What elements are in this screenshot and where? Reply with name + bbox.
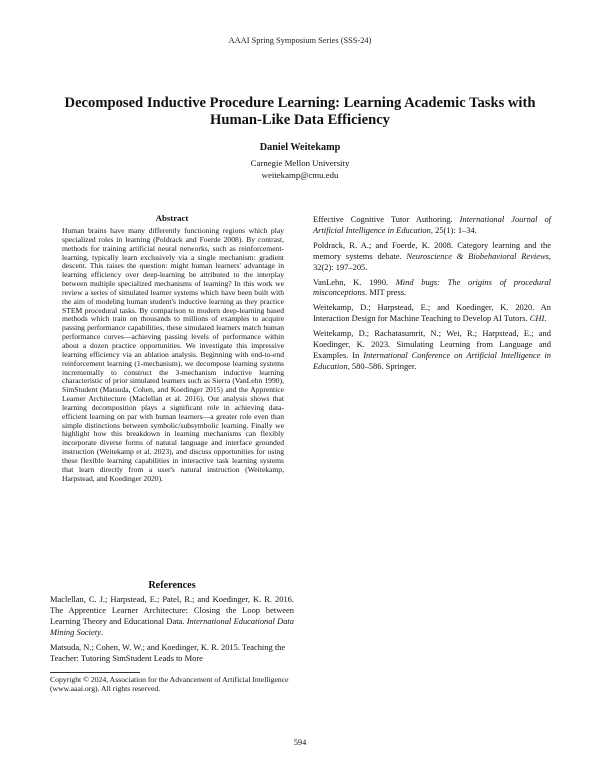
affiliation: Carnegie Mellon University bbox=[250, 158, 350, 168]
references-right-column bbox=[313, 214, 551, 376]
paper-title: Decomposed Inductive Procedure Learning: Learning Academic Tasks with Human-Like Data Efficiency bbox=[64, 95, 536, 128]
reference-entry: Weitekamp, D.; Harpstead, E.; and Koedinger, K. 2020. An Interaction Design for Machine Teaching to Develop AI Tutors. CHI. bbox=[313, 302, 551, 324]
reference-entry: Matsuda, N.; Cohen, W. W.; and Koedinger, K. R. 2015. Teaching the Teacher: Tutoring SimStudent Leads to More bbox=[50, 641, 286, 663]
author-name: Daniel Weitekamp bbox=[259, 142, 341, 153]
reference-entry: VanLehn, K. 1990. Mind bugs: The origins of procedural misconceptions. MIT press. bbox=[313, 276, 551, 298]
running-header: AAAI Spring Symposium Series (SSS-24) bbox=[228, 36, 372, 45]
footnote-rule bbox=[50, 672, 140, 673]
page-number: 594 bbox=[293, 738, 307, 747]
references-heading: References bbox=[148, 580, 196, 591]
author-email: weitekamp@cmu.edu bbox=[261, 169, 339, 180]
reference-entry: Maclellan, C. J.; Harpstead, E.; Patel, R.; and Koedinger, K. R. 2016. The Apprentice Learner Architecture: Closing the Loop between Learning Theory and Educational Data. International Educational Data Mining Society. bbox=[50, 594, 294, 637]
reference-entry: Poldrack, R. A.; and Foerde, K. 2008. Category learning and the memory systems debate. Neuroscience & Biobehavioral Reviews, 32(2): 197–205. bbox=[313, 239, 552, 272]
references-left-column bbox=[50, 594, 294, 667]
reference-entry: Weitekamp, D.; Rachatasumrit, N.; Wei, R.; Harpstead, E.; and Koedinger, K. 2023. Simulating Learning from Language and Examples. In International Conference on Artificial Intelligence in Education, 580–586. Springer. bbox=[313, 328, 551, 371]
author-affiliation-block bbox=[0, 158, 600, 181]
reference-entry: Effective Cognitive Tutor Authoring. International Journal of Artificial Intelligence in Education, 25(1): 1–34. bbox=[313, 214, 552, 235]
abstract-heading: Abstract bbox=[155, 213, 189, 223]
copyright-notice: Copyright © 2024, Association for the Advancement of Artificial Intelligence (www.aaai.org). All rights reserved. bbox=[50, 675, 289, 694]
abstract-text: Human brains have many differently functioning regions which play specialized roles in learning (Poldrack and Foerde 2008). By contrast, methods for training artificial neural networks, such as reinforcement-learning, typically learn exclusively via a single mechanism: gradient descent. This raises the question: might human learners' advantage in learning efficiency over deep-learning be attributed to the interplay between multiple specialized mechanisms of learning? In this work we review a series of simulated learner systems which have been built with the aim of modeling human student's inductive learning as they practice STEM procedural tasks. By comparison to modern deep-learning based methods which train on thousands to millions of examples to acquire passing performance capabilities, these simulated learners match human performance curves—achieving passing levels of performance within about a dozen practice opportunities. We investigate this impressive learning efficiency via an ablation analysis. Beginning with end-to-end reinforcement learning (1-mechanism), we decompose learning systems incrementally to construct the 3-mechanism inductive learning characteristic of prior simulated learners such as Sierra (VanLehn 1990), SimStudent (Matsuda, Cohen, and Koedinger 2015) and the Apprentice Learner Architecture (Maclellan et al. 2016). Our analysis shows that learning decomposition plays a significant role in achieving data-efficient learning on par with human learners—a greater role even than simple distinctions between symbolic/subsymbolic learning. Finally we highlight how this breakdown in learning mechanisms can flexibly incorporate diverse forms of natural language and interface grounded instruction (Weitekamp et al. 2023), and discuss opportunities for using these flexible learning capabilities in interactive task learning systems that learn directly from a user's natural instruction (Weitekamp, Harpstead, and Koedinger 2020). bbox=[62, 226, 284, 483]
